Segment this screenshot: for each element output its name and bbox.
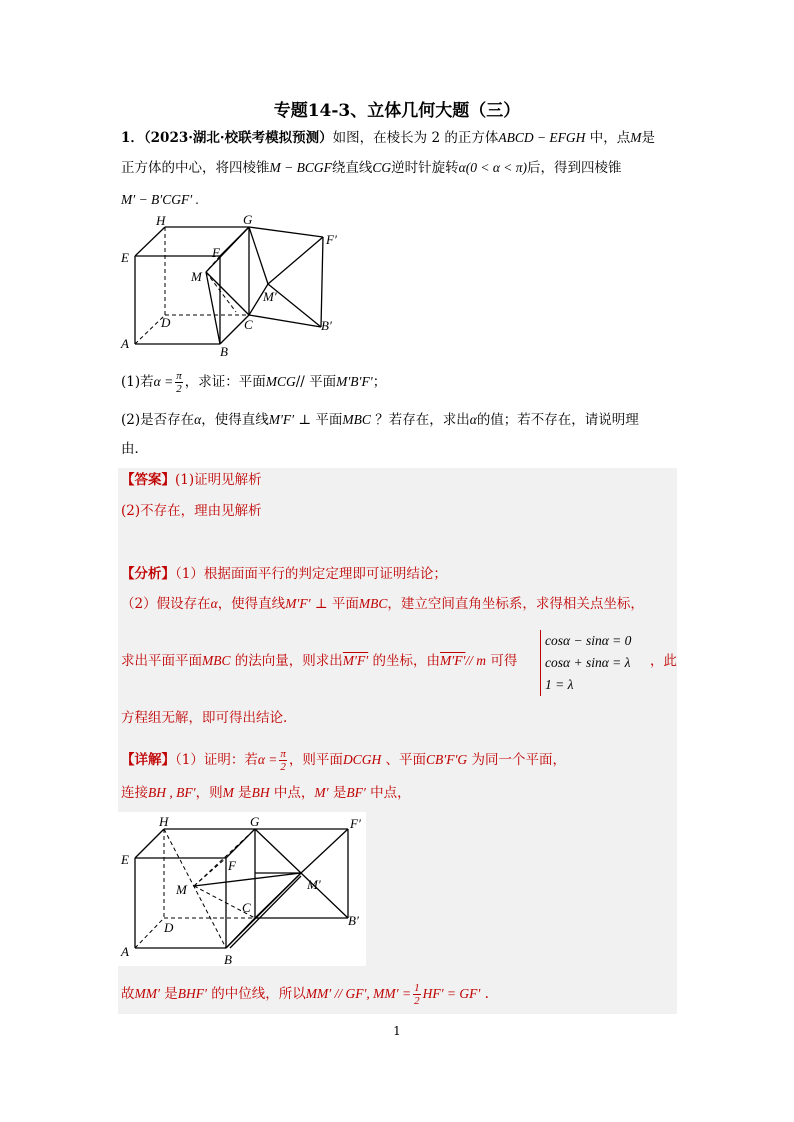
question-1: (1)若α = $\frac{\pi}{2}$ ，求证：平面MCG// 平面M′B′F′； xyxy=(121,370,387,395)
label-B: B xyxy=(220,344,228,358)
problem-line-3: M′ − B′CGF′ . xyxy=(121,192,199,207)
page-number: 1 xyxy=(393,1024,401,1038)
label-A: A xyxy=(121,944,129,959)
label-F-prime: F′ xyxy=(350,816,361,831)
detail-line-2: 连接BH , BF′，则M 是BH 中点，M′ 是BF′ 中点， xyxy=(121,785,411,801)
problem-line-2: 正方体的中心，将四棱锥M − BCGF绕直线CG逆时针旋转α(0 < α < π)后，得到四棱锥 xyxy=(121,160,622,176)
label-H: H xyxy=(156,213,166,228)
label-F-prime: F′ xyxy=(326,232,337,247)
detail-line-3: 故MM′ 是BHF′ 的中位线，所以MM′ // GF′, MM′ = $\frac{1}{2}$ HF′ = GF′ . xyxy=(121,982,489,1007)
label-M-prime: M′ xyxy=(263,289,277,304)
answer-line-1: 【答案】(1)证明见解析 xyxy=(121,472,262,488)
analysis-line-3: 求出平面平面MBC 的法向量，则求出M′F′ 的坐标，由M′F′// m 可得 xyxy=(121,653,518,669)
label-B: B xyxy=(224,952,232,966)
label-C: C xyxy=(244,317,253,332)
label-B-prime: B′ xyxy=(348,913,359,928)
question-2-line-2: 由． xyxy=(121,441,148,457)
analysis-line-1: 【分析】（1）根据面面平行的判定定理即可证明结论； xyxy=(121,566,447,582)
label-E: E xyxy=(121,852,129,867)
label-B-prime: B′ xyxy=(321,318,332,333)
label-M-prime: M′ xyxy=(307,877,321,892)
analysis-line-4: 方程组无解，即可得出结论. xyxy=(121,710,288,726)
label-D: D xyxy=(161,315,171,330)
label-H: H xyxy=(159,814,169,829)
figure-1-cube-rotation xyxy=(118,212,348,358)
equation-system: cosα − sinα = 0 cosα + sinα = λ 1 = λ xyxy=(540,630,631,696)
analysis-line-2: （2）假设存在α，使得直线M′F′ ⊥ 平面MBC，建立空间直角坐标系，求得相关点坐标， xyxy=(121,596,644,612)
label-D: D xyxy=(164,920,174,935)
label-C: C xyxy=(242,900,251,915)
question-2-line-1: (2)是否存在α，使得直线M′F′ ⊥ 平面MBC ？若存在，求出α的值；若不存在，请说明理 xyxy=(121,412,639,428)
label-E: E xyxy=(121,250,129,265)
figure-2-cube-plane xyxy=(118,812,366,966)
label-M: M xyxy=(176,882,187,897)
label-F: F xyxy=(212,245,220,260)
label-A: A xyxy=(121,336,129,351)
label-F: F xyxy=(228,858,236,873)
label-G: G xyxy=(250,814,260,829)
label-M: M xyxy=(191,269,202,284)
detail-line-1: 【详解】（1）证明：若α = $\frac{\pi}{2}$ ，则平面DCGH 、平面CB′F′G 为同一个平面， xyxy=(121,748,566,773)
problem-line-1: 1．（2023·湖北·校联考模拟预测）如图，在棱长为 2 的正方体ABCD − EFGH 中，点M是 xyxy=(121,130,655,146)
page-title: 专题14-3、立体几何大题（三） xyxy=(273,101,521,121)
answer-line-2: (2)不存在，理由见解析 xyxy=(121,503,262,519)
label-G: G xyxy=(243,212,253,227)
analysis-line-3-end: ，此 xyxy=(650,653,677,669)
